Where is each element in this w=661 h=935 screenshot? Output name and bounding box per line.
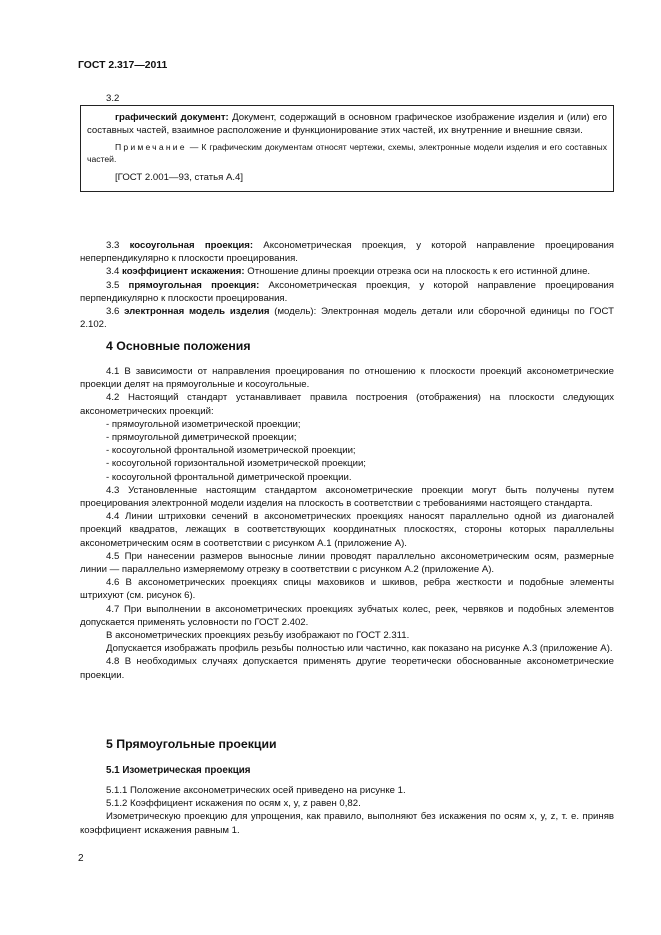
document-header: ГОСТ 2.317—2011 — [78, 60, 168, 71]
section-4-body — [80, 365, 614, 682]
section-5-1-title: 5.1 Изометрическая проекция — [106, 765, 251, 776]
para-5-last: Изометрическую проекцию для упрощения, как правило, выполняют без искажения по осям x, y, z, т. е. приняв коэффициент искажения равным 1. — [80, 811, 614, 836]
reference: [ГОСТ 2.001—93, статья А.4] — [115, 172, 244, 184]
definition-box — [80, 105, 614, 192]
para-4-7c: Допускается изображать профиль резьбы полностью или частично, как показано на рисунке А.3 (приложение А). — [106, 643, 613, 655]
list-item: - прямоугольной изометрической проекции; — [106, 418, 301, 430]
para-4-1: 4.1 В зависимости от направления проецирования по отношению к плоскости проекций аксонометрические проекции делят на прямоугольные и косоугольные. — [80, 366, 614, 391]
list-item: - прямоугольной диметрической проекции; — [106, 432, 297, 444]
definition-3-5: 3.5 прямоугольная проекция: Аксонометрическая проекция, у которой направление проецирования перпендикулярно к плоскости проецирования. — [80, 279, 614, 304]
definition-3-2: графический документ: Документ, содержащий в основном графическое изображение изделия и (или) его составных частей, взаимное расположение и функционирование этих частей, их внутренние и внешние связи. — [87, 112, 607, 137]
section-4-title: 4 Основные положения — [106, 339, 251, 353]
list-item: - косоугольной фронтальной изометрической проекции; — [106, 445, 356, 457]
para-4-2: 4.2 Настоящий стандарт устанавливает правила построения (отображения) на плоскости следующих аксонометрических проекций: — [80, 392, 614, 417]
para-5-1-1: 5.1.1 Положение аксонометрических осей приведено на рисунке 1. — [106, 785, 406, 796]
term-graphic-document: графический документ: — [115, 112, 229, 123]
section-5-title: 5 Прямоугольные проекции — [106, 737, 277, 751]
section-5-body — [80, 784, 614, 837]
para-4-7: 4.7 При выполнении в аксонометрических проекциях зубчатых колес, реек, червяков и подобных элементов допускается применять условности по ГОСТ 2.402. — [80, 603, 614, 628]
para-4-7b: В аксонометрических проекциях резьбу изображают по ГОСТ 2.311. — [106, 630, 410, 642]
para-4-4: 4.4 Линии штриховки сечений в аксонометрических проекциях наносят параллельно одной из диагоналей проекций квадратов, лежащих в соответствующих координатных плоскостях, стороны которых параллельны аксонометрическим осям в соответствии с рисунком А.1 (приложение А). — [80, 511, 614, 549]
para-4-5: 4.5 При нанесении размеров выносные линии проводят параллельно аксонометрическим осям, размерные линии — параллельно измеряемому отрезку в соответствии с рисунком А.2 (приложение А). — [80, 550, 614, 576]
para-5-1-2: 5.1.2 Коэффициент искажения по осям x, y, z равен 0,82. — [106, 798, 361, 810]
definition-3-6: 3.6 электронная модель изделия (модель): Электронная модель детали или сборочной единицы по ГОСТ 2.102. — [80, 306, 614, 331]
list-item: - косоугольной горизонтальной изометрической проекции; — [106, 458, 366, 470]
definition-3-4: 3.4 коэффициент искажения: Отношение длины проекции отрезка оси на плоскость к его истинной длине. — [106, 266, 591, 278]
para-4-3: 4.3 Установленные настоящим стандартом аксонометрические проекции могут быть получены путем проецирования электронной модели изделия на плоскость в соответствии с требованиями настоящего стандарта. — [80, 484, 614, 510]
definitions-list — [80, 239, 614, 331]
para-4-8: 4.8 В необходимых случаях допускается применять другие теоретически обоснованные аксонометрические проекции. — [80, 656, 614, 681]
note-label: Примечание — [115, 142, 187, 153]
note: Примечание — К графическим документам относят чертежи, схемы, электронные модели изделия и его составных частей. — [87, 142, 607, 165]
para-4-6: 4.6 В аксонометрических проекциях спицы маховиков и шкивов, ребра жесткости и подобные элементы штрихуют (см. рисунок 6). — [80, 577, 614, 602]
list-item: - косоугольной фронтальной диметрической проекции. — [106, 471, 352, 483]
definition-3-3: 3.3 косоугольная проекция: Аксонометрическая проекция, у которой направление проецирования неперпендикулярно к плоскости проецирования. — [80, 240, 614, 265]
page-number: 2 — [78, 853, 84, 864]
section-number-3-2: 3.2 — [106, 93, 120, 104]
